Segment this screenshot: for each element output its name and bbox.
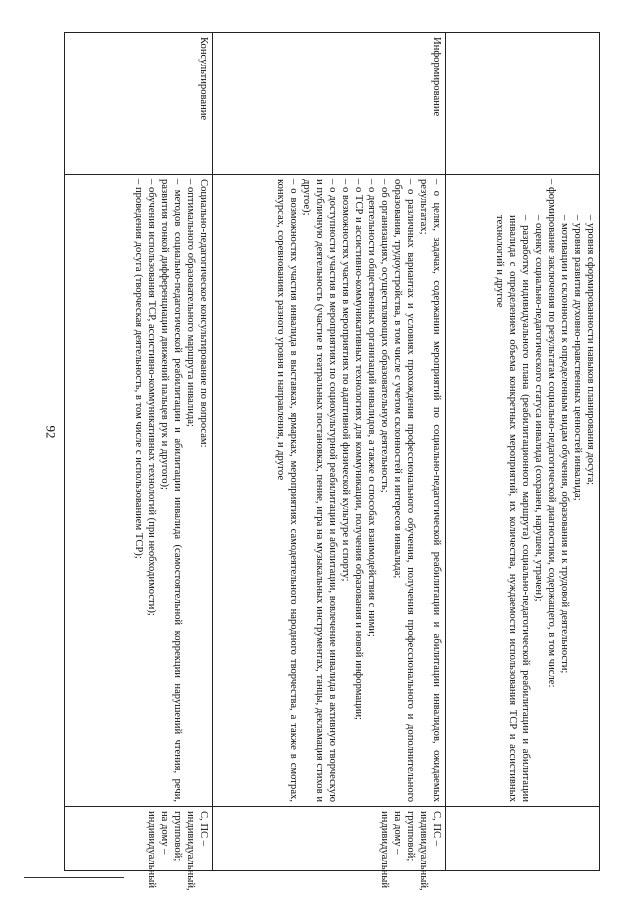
list-item: – о деятельности общественных организаций инвалидов, а также о способах взаимодействия с ними; <box>366 179 377 637</box>
service-form-cell: С, ПС – индивидуальный, групповой; на дому – индивидуальный <box>213 807 446 871</box>
list-item: – о доступности участия в мероприятиях по социокультурной реабилитации и абилитации, вовлечение инвалида в активную творческую и публичную деятельность (участие в театральных постановках, пение, игра на музыкальных инструментах, танцы, декламация стихов и другое); <box>301 179 338 802</box>
content-list <box>274 179 443 802</box>
list-item: – обучения использования ТСР, ассистивно-коммуникативных технологий (при необходимости); <box>146 179 157 616</box>
list-item: – методов социально-педагогической реабилитации и абилитации инвалида (самостоятельной коррекции нарушений чтения, речи, развития тонкой дифференциации движений пальцев рук и другого); <box>159 179 183 802</box>
page-number: 92 <box>43 425 59 439</box>
list-item: – о целях, задачах, содержании мероприятий по социально-педагогической реабилитации и абилитации инвалидов, ожидаемых результатах; <box>418 179 442 802</box>
list-item: – разработку индивидуального плана (реабилитационного маршрута) социально-педагогической реабилитации и абилитации инвалида с определением объема конкретных мероприятий, их количества, нуждаемости использования ТСР и ассистивных технологий и другое <box>494 215 531 802</box>
service-name-cell: Консультирование <box>65 33 213 175</box>
table-row <box>65 33 213 871</box>
list-item: Социально-педагогическое консультирование по вопросам: <box>198 179 209 448</box>
list-item: – о ТСР и ассистивно-коммуникативных технологиях для коммуникации, получения образования и новой информации; <box>353 179 364 720</box>
service-form-cell: С, ПС – индивидуальный, групповой; на дому – индивидуальный <box>65 807 213 871</box>
list-item: – уровня сформированности навыков планирования досуга; <box>585 215 596 486</box>
table-row <box>446 33 600 871</box>
content-list <box>493 179 597 802</box>
list-item: – формирование заключения по результатам социально-педагогической диагностики, содержащего, в том числе: <box>546 179 557 688</box>
service-content-cell <box>65 175 213 807</box>
list-item: – оценку социально-педагогического статуса инвалида (сохранен, нарушен, утрачен); <box>533 215 544 602</box>
page-footer-rule <box>24 877 124 878</box>
service-content-cell <box>213 175 446 807</box>
service-content-cell <box>446 175 600 807</box>
services-table <box>64 32 600 891</box>
service-form-cell <box>446 807 600 871</box>
content-list <box>132 179 210 802</box>
table-row <box>213 33 446 871</box>
list-item: – об организациях, осуществляющих образовательную деятельность; <box>379 179 390 493</box>
service-name-cell <box>446 33 600 175</box>
table-container <box>65 32 600 891</box>
service-name-cell: Информирование <box>213 33 446 175</box>
list-item: – мотивации и склонности к определенным видам обучения, образования и к трудовой деятельности; <box>559 215 570 674</box>
list-item: – о возможностях участия инвалида в выставках, ярмарках, мероприятиях самодеятельного народного творчества, а также в смотрах, конкурсах, соревнованиях разного уровня и направления, и другое <box>275 179 299 802</box>
list-item: – о возможностях участия в мероприятиях по адаптивной физической культуре и спорту; <box>340 179 351 582</box>
list-item: – оптимального образовательного маршрута инвалида; <box>185 179 196 427</box>
list-item: – проведения досуга (творческая деятельность, в том числе с использованием ТСР); <box>133 179 144 559</box>
rotated-table-frame <box>65 32 600 891</box>
list-item: – о различных вариантах и условиях прохождения профессионального обучения, получения профессионального и дополнительного образования, трудоустройства, в том числе с учетом склонностей и интересов инвалида; <box>392 179 416 802</box>
list-item: – уровня развития духовно-нравственных ценностей инвалида; <box>572 215 583 501</box>
